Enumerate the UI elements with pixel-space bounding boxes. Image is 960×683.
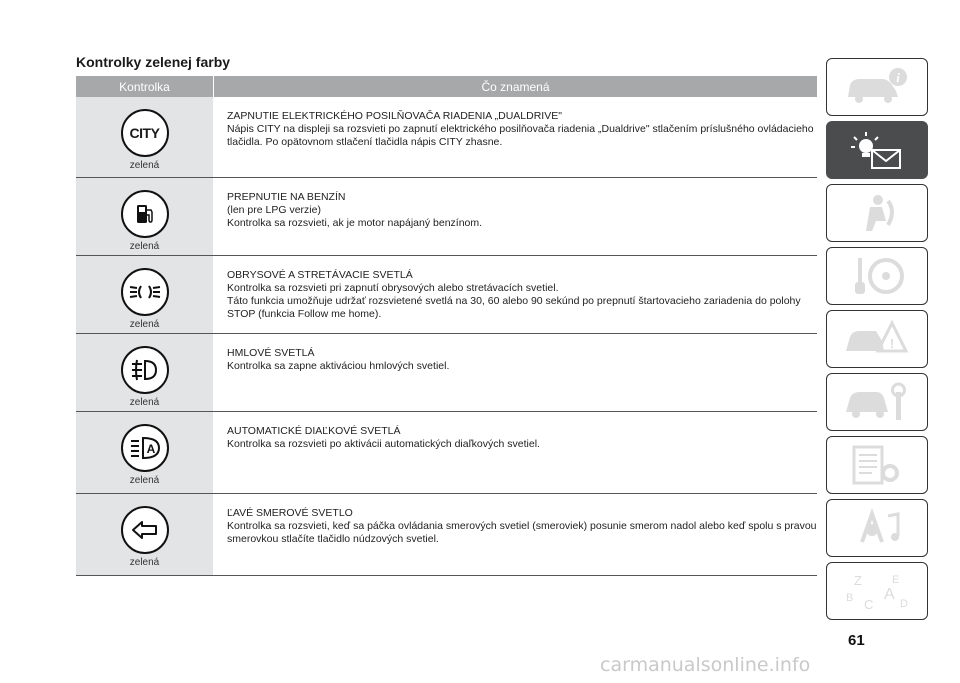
table-row xyxy=(76,97,817,178)
color-label: zelená xyxy=(129,160,160,171)
svg-text:B: B xyxy=(846,592,854,604)
row-text: Kontrolka sa rozsvieti pri zapnutí obrysových alebo stretávacích svetiel. xyxy=(227,282,559,294)
tab-index[interactable] xyxy=(826,562,928,620)
row-text: Táto funkcia umožňuje udržať rozsvietené svetlá na 30, 60 alebo 90 sekúnd po prepnutí štartovacieho zariadenia do polohy STOP (funkcia Follow me home). xyxy=(227,295,801,320)
tab-car-info[interactable] xyxy=(826,58,928,116)
auto-high-beam-letter: A xyxy=(146,442,155,456)
icon-cell xyxy=(76,412,213,493)
car-crash-warning-icon xyxy=(842,317,912,361)
icon-cell xyxy=(76,178,213,255)
icon-cell xyxy=(76,334,213,411)
meaning-cell xyxy=(213,334,817,411)
row-text: Kontrolka sa rozsvieti, ak je motor napájaný benzínom. xyxy=(227,217,483,229)
tab-warning-lights[interactable] xyxy=(826,121,928,179)
row-title: AUTOMATICKÉ DIAĽKOVÉ SVETLÁ xyxy=(227,425,401,437)
meaning-cell xyxy=(213,412,817,493)
page-number: 61 xyxy=(848,632,865,649)
row-title: ĽAVÉ SMEROVÉ SVETLO xyxy=(227,507,353,519)
color-label: zelená xyxy=(129,475,160,486)
color-label: zelená xyxy=(129,557,160,568)
fuel-pump-icon xyxy=(121,190,169,238)
color-label: zelená xyxy=(129,397,160,408)
icon-cell xyxy=(76,494,213,575)
tab-multimedia[interactable] xyxy=(826,499,928,557)
tab-safety[interactable] xyxy=(826,184,928,242)
header-meaning: Čo znamená xyxy=(213,76,817,97)
meaning-cell xyxy=(213,256,817,333)
car-info-icon xyxy=(842,65,912,109)
svg-text:E: E xyxy=(892,574,900,586)
icon-cell xyxy=(76,256,213,333)
chapter-tabs xyxy=(826,58,928,625)
meaning-cell xyxy=(213,178,817,255)
tab-emergency[interactable] xyxy=(826,310,928,368)
row-text: Kontrolka sa rozsvieti, keď sa páčka ovládania smerových svetiel (smeroviek) posunie smerom nadol alebo keď spolu s pravou smerovkou stlačíte tlačidlo núdzových svetiel. xyxy=(227,520,817,545)
warning-light-message-icon xyxy=(842,128,912,172)
svg-text:D: D xyxy=(900,598,908,610)
watermark: carmanualsonline.info xyxy=(600,654,811,676)
multimedia-icon xyxy=(842,506,912,550)
svg-text:C: C xyxy=(864,597,874,612)
row-title: PREPNUTIE NA BENZÍN xyxy=(227,191,346,203)
seat-airbag-icon xyxy=(842,191,912,235)
svg-text:i: i xyxy=(896,70,900,85)
key-steering-wheel-icon xyxy=(842,254,912,298)
car-maintenance-icon xyxy=(842,380,912,424)
color-label: zelená xyxy=(129,319,160,330)
page-title: Kontrolky zelenej farby xyxy=(76,54,231,70)
row-text: (len pre LPG verzie) xyxy=(227,204,321,216)
row-text: Kontrolka sa zapne aktiváciou hmlových svetiel. xyxy=(227,360,450,372)
alphabetical-index-icon xyxy=(842,569,912,613)
row-title: HMLOVÉ SVETLÁ xyxy=(227,347,315,359)
icon-cell xyxy=(76,97,213,177)
header-kontrolka: Kontrolka xyxy=(119,79,170,94)
tab-technical-data[interactable] xyxy=(826,436,928,494)
table-row xyxy=(76,256,817,334)
auto-high-beam-icon xyxy=(121,424,169,472)
table-row xyxy=(76,412,817,494)
row-title: ZAPNUTIE ELEKTRICKÉHO POSILŇOVAČA RIADENIA „DUALDRIVE" xyxy=(227,110,562,122)
left-turn-signal-icon xyxy=(121,506,169,554)
tab-maintenance[interactable] xyxy=(826,373,928,431)
color-label: zelená xyxy=(129,241,160,252)
table-row xyxy=(76,334,817,412)
table-header xyxy=(76,76,817,97)
svg-text:!: ! xyxy=(889,336,895,351)
city-icon xyxy=(121,109,169,157)
technical-data-icon xyxy=(842,443,912,487)
svg-text:Z: Z xyxy=(854,573,862,588)
city-icon-text: CITY xyxy=(129,125,160,141)
table-row xyxy=(76,494,817,576)
fog-light-icon xyxy=(121,346,169,394)
svg-text:A: A xyxy=(884,586,895,603)
table-row xyxy=(76,178,817,256)
warning-lights-table xyxy=(76,76,817,576)
meaning-cell xyxy=(213,494,817,575)
tab-starting-driving[interactable] xyxy=(826,247,928,305)
side-lights-icon xyxy=(121,268,169,316)
meaning-cell xyxy=(213,97,817,177)
row-text: Nápis CITY na displeji sa rozsvieti po zapnutí elektrického posilňovača riadenia „Dualdrive" stlačením príslušného ovládacieho tlačidla. Po opätovnom stlačení tlačidla nápis CITY zhasne. xyxy=(227,123,814,148)
row-text: Kontrolka sa rozsvieti po aktivácii automatických diaľkových svetiel. xyxy=(227,438,540,450)
row-title: OBRYSOVÉ A STRETÁVACIE SVETLÁ xyxy=(227,269,413,281)
